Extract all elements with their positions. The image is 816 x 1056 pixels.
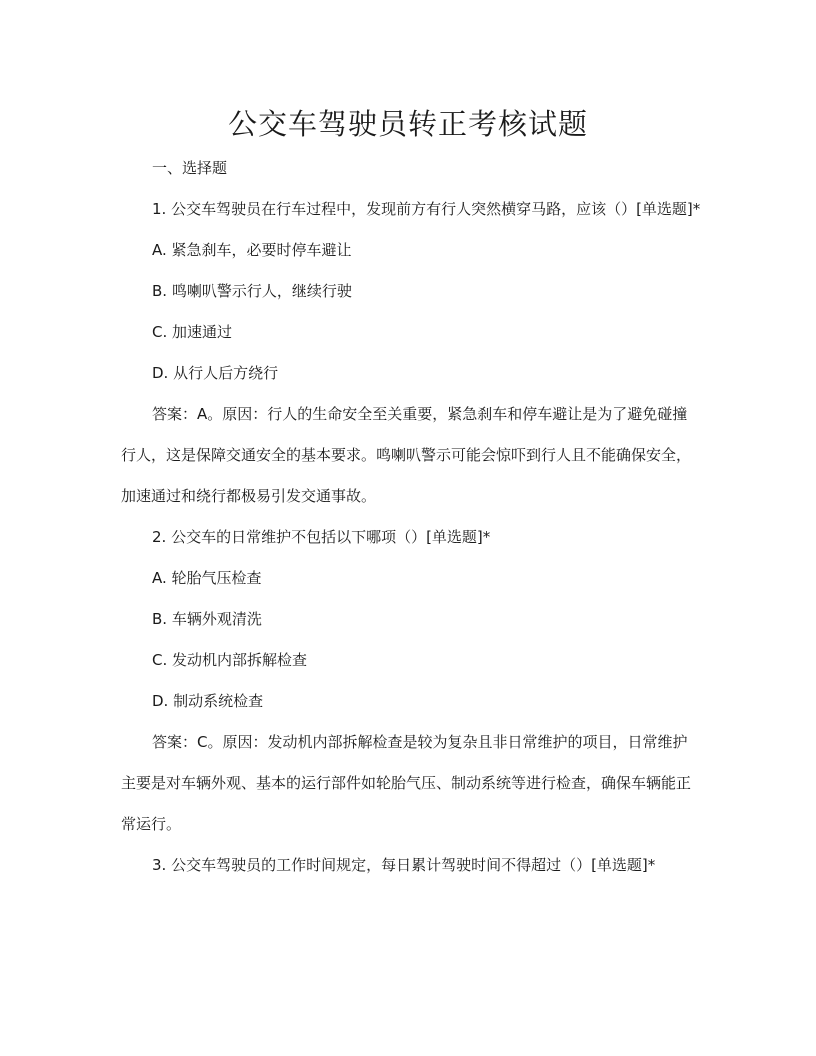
document-body — [121, 148, 701, 886]
question-3-text: 3. 公交车驾驶员的工作时间规定，每日累计驾驶时间不得超过（）[单选题]* — [152, 856, 656, 874]
question-1-option-d: D. 从行人后方绕行 — [152, 364, 279, 382]
question-2-text: 2. 公交车的日常维护不包括以下哪项（）[单选题]* — [152, 528, 491, 546]
question-1-answer: 答案：A。原因：行人的生命安全至关重要，紧急刹车和停车避让是为了避免碰撞行人，这是保障交通安全的基本要求。鸣喇叭警示可能会惊吓到行人且不能确保安全，加速通过和绕行都极易引发交通事故。 — [121, 405, 692, 505]
question-2-option-c: C. 发动机内部拆解检查 — [152, 651, 308, 669]
question-1-option-c: C. 加速通过 — [152, 323, 233, 341]
question-2-option-d: D. 制动系统检查 — [152, 692, 264, 710]
question-1-option-b: B. 鸣喇叭警示行人，继续行驶 — [152, 282, 352, 300]
section-heading: 一、选择题 — [152, 159, 228, 177]
question-1-text: 1. 公交车驾驶员在行车过程中，发现前方有行人突然横穿马路，应该（）[单选题]* — [152, 200, 701, 218]
document-title: 公交车驾驶员转正考核试题 — [227, 107, 588, 141]
question-2-answer: 答案：C。原因：发动机内部拆解检查是较为复杂且非日常维护的项目，日常维护主要是对车辆外观、基本的运行部件如轮胎气压、制动系统等进行检查，确保车辆能正常运行。 — [121, 733, 692, 833]
question-1-option-a: A. 紧急刹车，必要时停车避让 — [152, 241, 352, 259]
question-2-option-a: A. 轮胎气压检查 — [152, 569, 262, 587]
question-2-option-b: B. 车辆外观清洗 — [152, 610, 262, 628]
